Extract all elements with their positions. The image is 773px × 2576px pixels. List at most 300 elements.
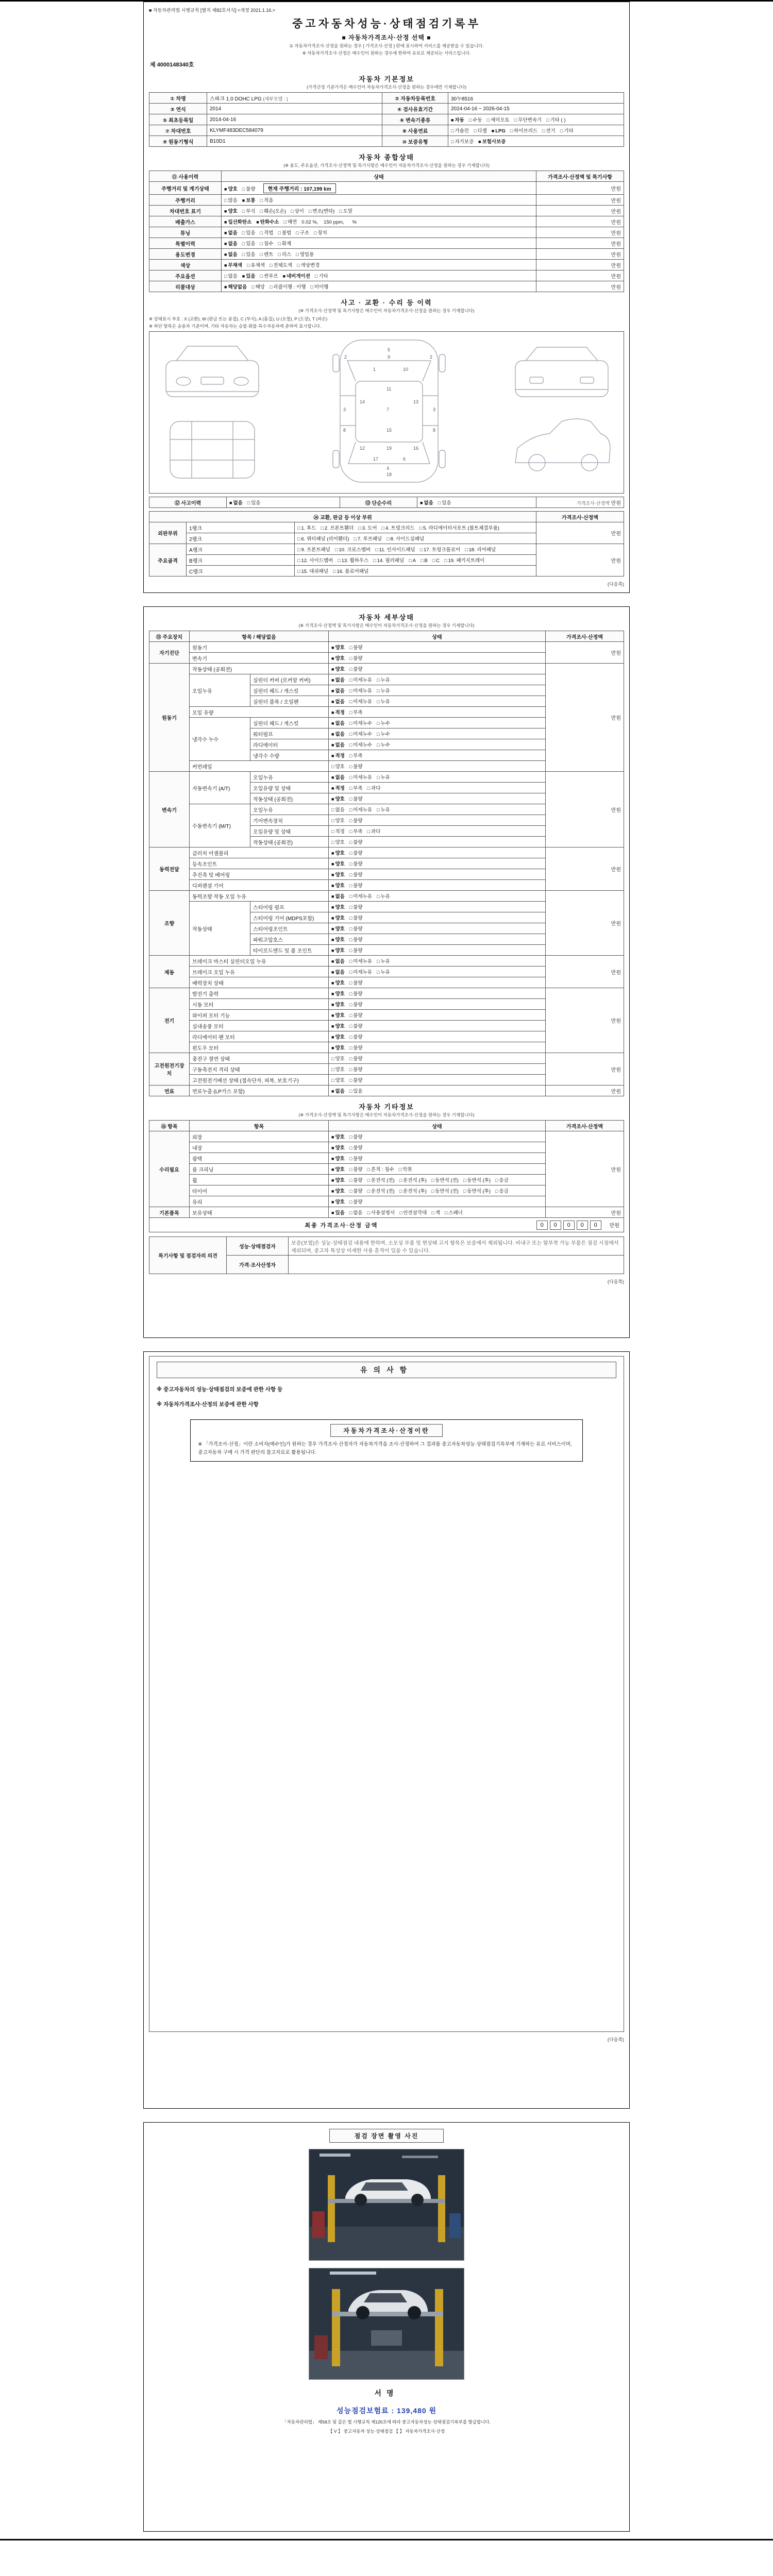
checkbox-box: □	[349, 645, 352, 650]
item-label: 작동상태	[190, 902, 250, 956]
checkbox-unchecked[interactable]	[296, 229, 309, 236]
checkbox-checked[interactable]	[331, 1198, 345, 1205]
checkbox-box: □	[349, 1199, 352, 1205]
checkbox-unchecked[interactable]	[349, 730, 372, 737]
checkbox-unchecked[interactable]	[377, 698, 390, 705]
checkbox-checked[interactable]	[224, 240, 238, 247]
checkbox-label: 흔적 : 침수	[371, 1167, 394, 1173]
checkbox-unchecked[interactable]	[349, 676, 372, 683]
checkbox-unchecked[interactable]	[283, 218, 297, 225]
checkbox-label: 무단변속기	[518, 117, 542, 123]
checkbox-unchecked[interactable]	[451, 127, 469, 134]
checkbox-checked[interactable]	[331, 654, 345, 662]
checkbox-unchecked[interactable]	[339, 207, 352, 214]
checkbox-label: 영업용	[299, 252, 314, 258]
checkbox-checked[interactable]	[331, 914, 345, 921]
checkbox-unchecked[interactable]	[451, 138, 474, 145]
checkbox-checked[interactable]	[331, 957, 345, 964]
checkbox-checked[interactable]	[331, 741, 345, 748]
checkbox-unchecked[interactable]	[495, 1176, 509, 1183]
checkbox-unchecked[interactable]	[487, 116, 510, 123]
checkbox-unchecked[interactable]	[242, 185, 256, 192]
checkbox-unchecked[interactable]	[278, 240, 291, 247]
checkbox-unchecked[interactable]	[349, 849, 363, 856]
checkbox-unchecked[interactable]	[331, 1076, 345, 1083]
checkbox-unchecked[interactable]	[314, 229, 327, 236]
checkbox-unchecked[interactable]	[377, 773, 390, 781]
checkbox-unchecked[interactable]	[399, 1209, 427, 1216]
inspector-role-label: 성능·상태점검자	[227, 1237, 289, 1256]
checkbox-unchecked[interactable]	[349, 1022, 363, 1029]
table-row	[149, 1053, 624, 1064]
checkbox-unchecked[interactable]	[386, 535, 424, 542]
checkbox-checked[interactable]	[331, 1011, 345, 1019]
checkbox-unchecked[interactable]	[331, 1055, 345, 1062]
checkbox-checked[interactable]	[331, 936, 345, 943]
checkbox-box: □	[297, 569, 300, 574]
checkbox-unchecked[interactable]	[542, 127, 556, 134]
checkbox-unchecked[interactable]	[349, 914, 363, 921]
checkbox-unchecked[interactable]	[431, 1176, 459, 1183]
checkbox-unchecked[interactable]	[445, 1209, 463, 1216]
checkbox-unchecked[interactable]	[349, 752, 363, 759]
checkbox-unchecked[interactable]	[444, 556, 484, 564]
checkbox-box: ■	[242, 274, 245, 279]
checkbox-unchecked[interactable]	[270, 283, 306, 290]
checkbox-unchecked[interactable]	[338, 556, 368, 564]
checkbox-box: □	[367, 1178, 371, 1183]
state-cell	[329, 902, 546, 912]
checkbox-unchecked[interactable]	[349, 827, 363, 835]
checkbox-unchecked[interactable]	[270, 261, 292, 268]
checkbox-unchecked[interactable]	[399, 1187, 427, 1194]
checkbox-unchecked[interactable]	[349, 860, 363, 867]
state-cell	[329, 772, 546, 783]
checkbox-unchecked[interactable]	[367, 1209, 395, 1216]
checkbox-label: 누유	[380, 894, 390, 900]
checkbox-unchecked[interactable]	[349, 1044, 363, 1051]
checkbox-checked[interactable]	[331, 665, 345, 672]
checkbox-unchecked[interactable]	[465, 546, 496, 553]
checkbox-unchecked[interactable]	[349, 708, 363, 716]
checkbox-label: 미세누수	[353, 732, 372, 737]
vehicle-type-legend: ※ 하단 항목은 승용차 기준이며, 기타 자동차는 승합·화물·특수자동차에 준하여 표시합니다.	[149, 324, 322, 329]
checkbox-unchecked[interactable]	[514, 116, 542, 123]
price-cell: 만원	[546, 988, 624, 1053]
checkbox-unchecked[interactable]	[224, 196, 238, 204]
checkbox-unchecked[interactable]	[278, 250, 291, 258]
checkbox-unchecked[interactable]	[349, 784, 363, 791]
checkbox-label: B	[424, 558, 428, 564]
checkbox-checked[interactable]	[224, 218, 251, 225]
checkbox-box: ■	[331, 1156, 334, 1161]
checkbox-label: 가솔린	[455, 128, 469, 134]
form-title: 중고자동차성능·상태점검기록부	[292, 18, 481, 30]
checkbox-unchecked[interactable]	[260, 196, 274, 204]
table-row	[149, 642, 624, 653]
checkbox-unchecked[interactable]	[510, 127, 537, 134]
checkbox-box: □	[260, 198, 263, 203]
checkbox-checked[interactable]	[224, 229, 238, 236]
checkbox-box: □	[367, 786, 371, 791]
table-row	[149, 104, 624, 114]
checkbox-checked[interactable]	[331, 1187, 345, 1194]
checkbox-unchecked[interactable]	[349, 687, 372, 694]
checkbox-unchecked[interactable]	[349, 1076, 363, 1083]
checkbox-unchecked[interactable]	[260, 207, 286, 214]
checkbox-checked[interactable]	[224, 283, 247, 290]
checkbox-checked[interactable]	[331, 1022, 345, 1029]
checkbox-unchecked[interactable]	[546, 116, 565, 123]
checkbox-unchecked[interactable]	[349, 979, 363, 986]
checkbox-label: 화재	[281, 241, 292, 247]
checkbox-box: □	[431, 1210, 434, 1215]
checkbox-label: 훼손(오손)	[264, 209, 287, 214]
checkbox-checked[interactable]	[331, 1209, 345, 1216]
checkbox-checked[interactable]	[331, 925, 345, 932]
accident-history-label: ⑫ 사고이력	[149, 497, 227, 508]
checkbox-checked[interactable]	[331, 784, 345, 791]
checkbox-unchecked[interactable]	[349, 1087, 363, 1094]
checkbox-label: 불량	[353, 948, 363, 954]
checkbox-box: ■	[331, 1199, 334, 1205]
item-label: 2랭크	[187, 533, 295, 544]
checkbox-checked[interactable]	[331, 773, 345, 781]
checkbox-unchecked[interactable]	[349, 741, 372, 748]
checkbox-unchecked[interactable]	[367, 1165, 394, 1173]
checkbox-checked[interactable]	[331, 849, 345, 856]
checkbox-unchecked[interactable]	[310, 283, 328, 290]
checkbox-unchecked[interactable]	[375, 546, 415, 553]
checkbox-unchecked[interactable]	[382, 524, 415, 531]
checkbox-checked[interactable]	[331, 719, 345, 726]
checkbox-unchecked[interactable]	[349, 1133, 363, 1140]
checkbox-unchecked[interactable]	[432, 558, 440, 564]
checkbox-unchecked[interactable]	[367, 827, 381, 835]
checkbox-unchecked[interactable]	[315, 272, 328, 279]
checkbox-unchecked[interactable]	[242, 240, 256, 247]
checkbox-unchecked[interactable]	[349, 1055, 363, 1062]
checkbox-unchecked[interactable]	[349, 698, 372, 705]
checkbox-checked[interactable]	[331, 1144, 345, 1151]
checkbox-unchecked[interactable]	[242, 229, 256, 236]
item-label: 커먼레일	[190, 761, 329, 772]
checkbox-unchecked[interactable]	[349, 795, 363, 802]
section-title: 자동차 종합상태	[359, 154, 414, 161]
checkbox-checked[interactable]	[478, 138, 506, 145]
checkbox-unchecked[interactable]	[495, 1187, 509, 1194]
checkbox-unchecked[interactable]	[349, 1033, 363, 1040]
checkbox-label: 불량	[353, 1035, 363, 1040]
checkbox-unchecked[interactable]	[242, 250, 256, 258]
checkbox-checked[interactable]	[242, 196, 256, 204]
checkbox-checked[interactable]	[331, 979, 345, 986]
checkbox-label: 양호	[335, 796, 345, 802]
checkbox-label: 9. 프론트패널	[301, 547, 330, 553]
checkbox-label: 없음	[335, 894, 345, 900]
checkbox-unchecked[interactable]	[349, 719, 372, 726]
checkbox-unchecked[interactable]	[349, 946, 363, 954]
checkbox-checked[interactable]	[283, 272, 310, 279]
checkbox-unchecked[interactable]	[377, 968, 390, 975]
checkbox-unchecked[interactable]	[438, 499, 451, 506]
checkbox-checked[interactable]	[331, 1133, 345, 1140]
checkbox-box: □	[399, 1189, 402, 1194]
checkbox-box: □	[349, 872, 352, 877]
checkbox-unchecked[interactable]	[331, 1065, 345, 1073]
checkbox-checked[interactable]	[331, 1155, 345, 1162]
checkbox-unchecked[interactable]	[297, 261, 320, 268]
checkbox-unchecked[interactable]	[367, 1176, 395, 1183]
checkbox-unchecked[interactable]	[349, 773, 372, 781]
checkbox-label: 응급	[499, 1178, 509, 1183]
checkbox-unchecked[interactable]	[349, 1011, 363, 1019]
checkbox-unchecked[interactable]	[331, 806, 345, 813]
checkbox-label: 양호	[335, 1156, 345, 1162]
checkbox-checked[interactable]	[331, 892, 345, 900]
checkbox-checked[interactable]	[420, 499, 433, 506]
table-row	[149, 249, 624, 260]
table-header-row	[149, 1121, 624, 1131]
checkbox-unchecked[interactable]	[296, 250, 314, 258]
checkbox-checked[interactable]	[331, 946, 345, 954]
checkbox-unchecked[interactable]	[260, 229, 274, 236]
checkbox-unchecked[interactable]	[349, 665, 363, 672]
checkbox-box: □	[375, 547, 378, 552]
checkbox-unchecked[interactable]	[331, 817, 345, 824]
usage-item-label: 주행거리 및 계기상태	[149, 182, 222, 195]
checkbox-unchecked[interactable]	[463, 1187, 491, 1194]
checkbox-unchecked[interactable]	[331, 827, 345, 835]
checkbox-unchecked[interactable]	[377, 719, 390, 726]
table-row	[149, 260, 624, 270]
checkbox-unchecked[interactable]	[349, 990, 363, 997]
checkbox-unchecked[interactable]	[367, 784, 381, 791]
checkbox-box: ■	[331, 959, 334, 964]
checkbox-unchecked[interactable]	[349, 1165, 363, 1173]
checkbox-unchecked[interactable]	[377, 892, 390, 900]
checkbox-unchecked[interactable]	[349, 838, 363, 845]
checkbox-unchecked[interactable]	[349, 1065, 363, 1073]
checkbox-unchecked[interactable]	[349, 654, 363, 662]
checkbox-box: □	[349, 1013, 352, 1018]
checkbox-unchecked[interactable]	[333, 567, 368, 574]
checkbox-unchecked[interactable]	[260, 272, 278, 279]
group-label: 주요골격	[149, 544, 187, 577]
checkbox-unchecked[interactable]	[349, 968, 372, 975]
checkbox-unchecked[interactable]	[431, 1209, 440, 1216]
checkbox-unchecked[interactable]	[297, 524, 316, 531]
state-cell	[329, 642, 546, 653]
checkbox-checked[interactable]	[229, 499, 243, 506]
state-cell	[329, 934, 546, 945]
checkbox-checked[interactable]	[331, 968, 345, 975]
checkbox-checked[interactable]	[331, 730, 345, 737]
state-cell	[222, 227, 536, 238]
checkbox-unchecked[interactable]	[431, 1187, 459, 1194]
checkbox-checked[interactable]	[331, 676, 345, 683]
column-header: 상태	[329, 1121, 546, 1131]
checkbox-box: □	[376, 677, 380, 683]
checkbox-unchecked[interactable]	[349, 817, 363, 824]
checkbox-box: □	[409, 558, 412, 563]
price-digit: 0	[536, 1221, 548, 1230]
state-cell	[329, 739, 546, 750]
table-row	[149, 238, 624, 249]
checkbox-checked[interactable]	[331, 1044, 345, 1051]
checkbox-label: 적정	[335, 710, 345, 716]
checkbox-box: ■	[224, 219, 227, 225]
checkbox-checked[interactable]	[451, 116, 464, 123]
checkbox-checked[interactable]	[331, 698, 345, 705]
checkbox-box: □	[451, 139, 454, 144]
state-cell	[329, 707, 546, 718]
checkbox-unchecked[interactable]	[419, 524, 499, 531]
checkbox-unchecked[interactable]	[377, 741, 390, 748]
checkbox-unchecked[interactable]	[297, 556, 333, 564]
checkbox-unchecked[interactable]	[399, 1176, 427, 1183]
checkbox-label: 불량	[353, 991, 363, 997]
state-cell	[329, 793, 546, 804]
checkbox-checked[interactable]	[331, 687, 345, 694]
checkbox-checked[interactable]	[331, 795, 345, 802]
checkbox-unchecked[interactable]	[247, 261, 265, 268]
checkbox-checked[interactable]	[331, 643, 345, 651]
checkbox-unchecked[interactable]	[331, 838, 345, 845]
column-header: 항목 / 해당없음	[190, 631, 329, 642]
checkbox-unchecked[interactable]	[335, 546, 371, 553]
checkbox-unchecked[interactable]	[358, 524, 377, 531]
checkbox-checked[interactable]	[331, 1165, 345, 1173]
checkbox-unchecked[interactable]	[297, 567, 328, 574]
checkbox-unchecked[interactable]	[367, 1187, 395, 1194]
price-cell: 만원	[546, 956, 624, 988]
checkbox-unchecked[interactable]	[224, 272, 238, 279]
checkbox-box: ■	[331, 894, 334, 899]
checkbox-unchecked[interactable]	[463, 1176, 491, 1183]
checkbox-label: 13. 휠하우스	[341, 558, 369, 564]
checkbox-unchecked[interactable]	[260, 250, 274, 258]
checkbox-unchecked[interactable]	[349, 882, 363, 889]
checkbox-unchecked[interactable]	[354, 535, 382, 542]
checkbox-unchecked[interactable]	[349, 903, 363, 910]
checkbox-checked[interactable]	[331, 882, 345, 889]
checkbox-unchecked[interactable]	[373, 556, 404, 564]
checkbox-checked[interactable]	[331, 860, 345, 867]
checkbox-checked[interactable]	[331, 752, 345, 759]
checkbox-checked[interactable]	[224, 250, 238, 258]
checkbox-unchecked[interactable]	[377, 730, 390, 737]
checkbox-box: □	[349, 1178, 352, 1183]
checkbox-unchecked[interactable]	[377, 687, 390, 694]
checkbox-unchecked[interactable]	[349, 925, 363, 932]
checkbox-unchecked[interactable]	[377, 676, 390, 683]
checkbox-unchecked[interactable]	[409, 558, 416, 564]
checkbox-checked[interactable]	[331, 1087, 345, 1094]
checkbox-unchecked[interactable]	[349, 1144, 363, 1151]
checkbox-label: 해당없음	[228, 284, 247, 290]
checkbox-checked[interactable]	[224, 185, 238, 192]
checkbox-box: ■	[331, 721, 334, 726]
checkbox-box: □	[349, 991, 352, 996]
checkbox-label: 적정	[335, 829, 345, 835]
checkbox-checked[interactable]	[224, 261, 242, 268]
checkbox-unchecked[interactable]	[247, 499, 261, 506]
checkbox-unchecked[interactable]	[349, 871, 363, 878]
checkbox-label: 없음	[228, 252, 238, 258]
checkbox-unchecked[interactable]	[349, 936, 363, 943]
price-unit: 만원	[611, 500, 621, 506]
checkbox-checked[interactable]	[256, 218, 279, 225]
checkbox-box: □	[419, 547, 423, 552]
checkbox-unchecked[interactable]	[469, 116, 482, 123]
checkbox-checked[interactable]	[331, 990, 345, 997]
checkbox-unchecked[interactable]	[349, 957, 372, 964]
checkbox-unchecked[interactable]	[349, 892, 372, 900]
checkbox-checked[interactable]	[224, 207, 238, 214]
checkbox-unchecked[interactable]	[349, 762, 363, 770]
checkbox-checked[interactable]	[242, 272, 256, 279]
checkbox-unchecked[interactable]	[297, 535, 349, 542]
checkbox-box: ■	[331, 677, 334, 683]
checkbox-unchecked[interactable]	[474, 127, 487, 134]
checkbox-unchecked[interactable]	[321, 524, 354, 531]
checkbox-box: □	[376, 970, 380, 975]
checkbox-unchecked[interactable]	[278, 229, 291, 236]
checkbox-unchecked[interactable]	[420, 546, 460, 553]
checkbox-unchecked[interactable]	[399, 1165, 412, 1173]
checkbox-unchecked[interactable]	[309, 207, 334, 214]
checkbox-checked[interactable]	[331, 1033, 345, 1040]
checkbox-checked[interactable]	[331, 708, 345, 716]
appraiser-opinion-text	[289, 1256, 624, 1274]
checkbox-box: □	[376, 732, 380, 737]
checkbox-unchecked[interactable]	[331, 762, 345, 770]
checkbox-checked[interactable]	[331, 1001, 345, 1008]
checkbox-box: ■	[331, 688, 334, 693]
checkbox-unchecked[interactable]	[297, 546, 330, 553]
state-cell	[329, 1053, 546, 1064]
checkbox-box: ■	[256, 219, 259, 225]
checkbox-box: ■	[331, 742, 334, 748]
checkbox-unchecked[interactable]	[349, 643, 363, 651]
checkbox-unchecked[interactable]	[349, 1001, 363, 1008]
checkbox-unchecked[interactable]	[421, 558, 428, 564]
checkbox-unchecked[interactable]	[349, 806, 372, 813]
checkbox-checked[interactable]	[331, 1176, 345, 1183]
checkbox-box: □	[224, 274, 227, 279]
checkbox-unchecked[interactable]	[377, 806, 390, 813]
checkbox-unchecked[interactable]	[349, 1198, 363, 1205]
checkbox-unchecked[interactable]	[377, 957, 390, 964]
checkbox-unchecked[interactable]	[349, 1187, 363, 1194]
checkbox-unchecked[interactable]	[349, 1155, 363, 1162]
checkbox-unchecked[interactable]	[251, 283, 265, 290]
checkbox-unchecked[interactable]	[260, 240, 274, 247]
checkbox-checked[interactable]	[331, 871, 345, 878]
checkbox-unchecked[interactable]	[242, 207, 256, 214]
checkbox-unchecked[interactable]	[291, 207, 304, 214]
checkbox-unchecked[interactable]	[560, 127, 574, 134]
checkbox-box: □	[349, 959, 352, 964]
checkbox-label: 없음	[335, 970, 345, 975]
checkbox-checked[interactable]	[331, 903, 345, 910]
checkbox-box: □	[349, 1024, 352, 1029]
checkbox-checked[interactable]	[492, 128, 506, 134]
checkbox-box: □	[242, 186, 245, 192]
checkbox-unchecked[interactable]	[349, 1209, 363, 1216]
checkbox-unchecked[interactable]	[349, 1176, 363, 1183]
